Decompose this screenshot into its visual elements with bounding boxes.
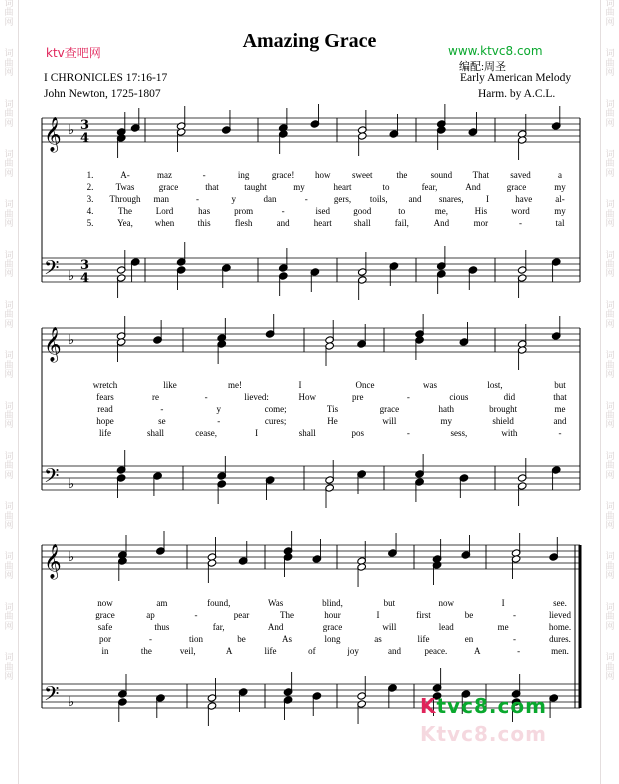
lyric-syllable: that xyxy=(553,392,567,402)
flat-icon: ♭ xyxy=(68,695,75,710)
lyric-syllable: That xyxy=(472,170,490,180)
lyric-syllable: but xyxy=(383,598,396,608)
lyric-syllable: grace xyxy=(379,404,400,414)
lyric-syllable: safe xyxy=(97,622,113,632)
lyric-syllable: my xyxy=(554,206,566,216)
lyric-syllable: and xyxy=(408,194,422,204)
lyric-syllable: but xyxy=(554,380,566,390)
lyric-syllable: - xyxy=(281,206,285,216)
lyric-syllable: fears xyxy=(96,392,114,402)
lyric-syllable: like xyxy=(163,380,177,390)
watermark-left: ktv查吧网 xyxy=(46,46,101,60)
lyric-syllable: Lord xyxy=(155,206,174,216)
side-mark: 词 曲 网 xyxy=(605,401,615,431)
lyric-syllable: of xyxy=(308,646,316,656)
lyric-syllable: read xyxy=(97,404,113,414)
lyric-syllable: grace! xyxy=(271,170,295,180)
lyric-syllable: have xyxy=(515,194,533,204)
lyric-syllable: heart xyxy=(333,182,352,192)
lyric-syllable: in xyxy=(101,646,109,656)
lyric-syllable: tal xyxy=(555,218,565,228)
lyric-syllable: hour xyxy=(324,610,341,620)
lyricist-credit: John Newton, 1725-1807 xyxy=(44,88,161,100)
side-mark: 词 曲 网 xyxy=(605,602,615,632)
lyric-syllable: I xyxy=(376,610,380,620)
side-mark: 词 曲 网 xyxy=(605,300,615,330)
lyric-syllable: Once xyxy=(355,380,375,390)
lyric-syllable: His xyxy=(474,206,488,216)
lyric-syllable: flesh xyxy=(234,218,253,228)
lyric-syllable: ised xyxy=(315,206,330,216)
lyric-syllable: - xyxy=(304,194,308,204)
lyric-syllable: gers, xyxy=(333,194,352,204)
verse-number: 2. xyxy=(86,182,94,192)
lyric-syllable: saved xyxy=(510,170,531,180)
lyric-syllable: thus xyxy=(154,622,170,632)
lyric-syllable: dan xyxy=(263,194,277,204)
lyric-syllable: And xyxy=(465,182,481,192)
bass-clef-icon: 𝄢 xyxy=(44,464,60,492)
lyric-syllable: I xyxy=(298,380,302,390)
lyric-syllable: first xyxy=(416,610,431,620)
side-mark: 词 曲 网 xyxy=(4,99,14,129)
lyric-syllable: A xyxy=(225,646,233,656)
side-mark: 词 曲 网 xyxy=(4,250,14,280)
treble-clef-icon: 𝄞 xyxy=(44,327,62,362)
side-mark: 词 曲 网 xyxy=(4,401,14,431)
lyric-syllable: shall xyxy=(353,218,371,228)
lyric-syllable: Tis xyxy=(326,404,339,414)
side-mark: 词 曲 网 xyxy=(605,149,615,179)
side-mark: 词 曲 网 xyxy=(4,149,14,179)
time-signature-top: 3 xyxy=(80,258,90,273)
side-mark: 词 曲 网 xyxy=(4,0,14,28)
lyric-syllable: grace xyxy=(95,610,115,620)
lyric-syllable: I xyxy=(255,428,259,438)
lyric-syllable: life xyxy=(417,634,430,644)
side-mark: 词 曲 网 xyxy=(605,502,615,531)
lyric-syllable: lieved: xyxy=(244,392,269,402)
lyric-syllable: - xyxy=(160,404,164,414)
lyric-syllable: I xyxy=(501,598,505,608)
side-mark: 词 曲 网 xyxy=(605,552,615,582)
lyric-syllable: wretch xyxy=(92,380,118,390)
lyric-syllable: ap xyxy=(146,610,155,620)
lyric-syllable: toils, xyxy=(369,194,388,204)
lyric-syllable: - xyxy=(194,610,198,620)
lyric-syllable: as xyxy=(374,634,382,644)
lyric-syllable: come; xyxy=(264,404,287,414)
lyric-syllable: snares, xyxy=(438,194,464,204)
lyric-syllable: veil, xyxy=(179,646,196,656)
lyric-syllable: will xyxy=(382,416,397,426)
lyric-syllable: - xyxy=(518,218,522,228)
side-mark: 词 曲 网 xyxy=(4,502,14,531)
side-mark: 词 曲 网 xyxy=(605,653,615,682)
lyric-syllable: pos xyxy=(351,428,365,438)
lyric-syllable: sweet xyxy=(352,170,373,180)
lyric-syllable: en xyxy=(464,634,474,644)
lyric-syllable: good xyxy=(353,206,372,216)
flat-icon: ♭ xyxy=(68,333,75,348)
lyric-syllable: As xyxy=(281,634,293,644)
lyric-syllable: to xyxy=(382,182,390,192)
lyric-syllable: lead xyxy=(438,622,454,632)
lyric-syllable: sess, xyxy=(450,428,468,438)
lyric-syllable: pre xyxy=(352,392,364,402)
lyric-syllable: - xyxy=(513,610,516,620)
watermark-bottom-reflection: Ktvc8.com xyxy=(420,722,547,746)
lyric-syllable: He xyxy=(327,416,338,426)
lyric-syllable: cease, xyxy=(195,428,217,438)
lyric-syllable: grace xyxy=(158,182,179,192)
lyric-syllable: shall xyxy=(147,428,165,438)
lyric-syllable: man xyxy=(153,194,169,204)
lyric-syllable: and xyxy=(276,218,290,228)
lyric-syllable: me xyxy=(554,404,566,414)
lyric-syllable: the xyxy=(140,646,152,656)
flat-icon: ♭ xyxy=(68,123,75,138)
lyric-syllable: long xyxy=(324,634,341,644)
lyric-syllable: be xyxy=(464,610,474,620)
lyric-syllable: me! xyxy=(228,380,242,390)
lyric-syllable: see. xyxy=(553,598,567,608)
lyric-syllable: found, xyxy=(207,598,231,608)
lyric-syllable: se xyxy=(158,416,166,426)
lyric-syllable: men. xyxy=(551,646,569,656)
lyric-syllable: a xyxy=(558,170,562,180)
lyric-syllable: and xyxy=(553,416,567,426)
lyric-syllable: - xyxy=(558,428,562,438)
lyric-syllable: life xyxy=(264,646,277,656)
lyric-syllable: has xyxy=(198,206,211,216)
side-mark: 词 曲 网 xyxy=(4,653,14,682)
lyric-syllable: me, xyxy=(434,206,448,216)
lyric-syllable: my xyxy=(293,182,305,192)
treble-clef-icon: 𝄞 xyxy=(44,117,62,152)
flat-icon: ♭ xyxy=(68,550,75,565)
lyric-syllable: The xyxy=(118,206,132,216)
lyric-syllable: and xyxy=(388,646,402,656)
lyric-syllable: fail, xyxy=(394,218,409,228)
lyric-syllable: fear, xyxy=(421,182,438,192)
lyric-syllable: sound xyxy=(430,170,453,180)
lyric-syllable: joy xyxy=(347,646,359,656)
lyric-syllable: now xyxy=(438,598,454,608)
lyric-syllable: hath xyxy=(438,404,454,414)
verse-number: 4. xyxy=(86,206,94,216)
side-mark: 词 曲 网 xyxy=(4,602,14,632)
lyric-syllable: - xyxy=(204,392,208,402)
lyric-syllable: por xyxy=(99,634,111,644)
lyric-syllable: my xyxy=(554,182,566,192)
lyric-syllable: ing xyxy=(237,170,250,180)
lyric-syllable: brought xyxy=(489,404,518,414)
lyric-syllable: - xyxy=(517,646,521,656)
lyric-syllable: dures. xyxy=(549,634,571,644)
lyric-syllable: blind, xyxy=(322,598,343,608)
lyric-syllable: shield xyxy=(492,416,514,426)
lyric-syllable: Through xyxy=(109,194,141,204)
lyric-syllable: A- xyxy=(120,170,130,180)
side-mark: 词 曲 网 xyxy=(4,49,14,79)
verse-number: 1. xyxy=(86,170,94,180)
lyric-syllable: tion xyxy=(188,634,204,644)
watermark-bottom: Ktvc8.com xyxy=(420,694,547,718)
scripture-reference: I CHRONICLES 17:16-17 xyxy=(44,72,168,84)
lyric-syllable: The xyxy=(280,610,294,620)
time-signature-bottom: 4 xyxy=(80,271,90,286)
lyric-syllable: - xyxy=(202,170,206,180)
lyric-syllable: Was xyxy=(267,598,284,608)
tune-credit: Early American Melody xyxy=(460,72,572,84)
lyric-syllable: I xyxy=(486,194,489,204)
side-mark: 词 曲 网 xyxy=(605,451,615,481)
lyric-syllable: re xyxy=(152,392,160,402)
side-mark: 词 曲 网 xyxy=(4,552,14,582)
side-mark: 词 曲 网 xyxy=(4,451,14,481)
lyric-syllable: - xyxy=(513,634,516,644)
lyric-syllable: when xyxy=(154,218,175,228)
lyric-syllable: taught xyxy=(244,182,267,192)
lyric-syllable: cious xyxy=(449,392,469,402)
side-mark: 词 曲 网 xyxy=(4,300,14,330)
lyric-syllable: my xyxy=(440,416,453,426)
time-signature-top: 3 xyxy=(80,118,90,133)
lyric-syllable: home. xyxy=(548,622,572,632)
lyric-syllable: Twas xyxy=(115,182,135,192)
side-mark: 词 曲 网 xyxy=(4,351,14,381)
verse-number: 5. xyxy=(86,218,94,228)
lyric-syllable: pear xyxy=(233,610,250,620)
lyric-syllable: - xyxy=(149,634,152,644)
lyric-syllable: hope xyxy=(96,416,114,426)
lyric-syllable: am xyxy=(156,598,168,608)
lyric-syllable: grace xyxy=(322,622,343,632)
side-mark: 词 曲 网 xyxy=(605,0,615,28)
verse-number: 3. xyxy=(86,194,94,204)
page-title: Amazing Grace xyxy=(242,30,377,52)
flat-icon: ♭ xyxy=(68,477,75,492)
lyric-syllable: that xyxy=(205,182,219,192)
harmony-credit: Harm. by A.C.L. xyxy=(478,88,556,100)
lyric-syllable: be xyxy=(237,634,246,644)
lyric-syllable: - xyxy=(406,392,410,402)
lyric-syllable: - xyxy=(406,428,410,438)
lyric-syllable: life xyxy=(99,428,111,438)
lyric-syllable: lieved xyxy=(549,610,571,620)
lyric-syllable: heart xyxy=(313,218,332,228)
side-mark: 词 曲 网 xyxy=(605,200,615,230)
lyric-syllable: grace xyxy=(506,182,527,192)
lyric-syllable: me xyxy=(497,622,509,632)
lyric-syllable: word xyxy=(511,206,530,216)
lyric-syllable: peace. xyxy=(424,646,448,656)
flat-icon: ♭ xyxy=(68,269,75,284)
lyric-syllable: to xyxy=(398,206,406,216)
lyric-syllable: shall xyxy=(298,428,316,438)
lyric-syllable: the xyxy=(396,170,408,180)
lyric-syllable: Yea, xyxy=(117,218,133,228)
lyric-syllable: mor xyxy=(473,218,489,228)
lyric-syllable: with xyxy=(501,428,518,438)
lyric-syllable: - xyxy=(196,194,199,204)
lyric-syllable: How xyxy=(298,392,316,402)
treble-clef-icon: 𝄞 xyxy=(44,544,62,579)
time-signature-bottom: 4 xyxy=(80,131,90,146)
lyric-syllable: cures; xyxy=(264,416,287,426)
lyric-syllable: prom xyxy=(234,206,254,216)
lyric-syllable: y xyxy=(216,404,221,414)
lyric-syllable: how xyxy=(314,170,331,180)
lyric-syllable: did xyxy=(503,392,516,402)
lyric-syllable: maz xyxy=(157,170,173,180)
lyric-syllable: was xyxy=(423,380,437,390)
side-mark: 词 曲 网 xyxy=(605,99,615,129)
lyric-syllable: will xyxy=(382,622,397,632)
side-mark: 词 曲 网 xyxy=(605,351,615,381)
watermark-right: www.ktvc8.com xyxy=(448,44,543,58)
lyric-syllable: - xyxy=(217,416,221,426)
lyric-syllable: y xyxy=(231,194,236,204)
lyric-syllable: And xyxy=(433,218,450,228)
lyric-syllable: A xyxy=(474,646,481,656)
lyric-syllable: lost, xyxy=(487,380,503,390)
bass-clef-icon: 𝄢 xyxy=(44,256,60,284)
lyric-syllable: this xyxy=(197,218,211,228)
lyric-syllable: far, xyxy=(212,622,225,632)
bass-clef-icon: 𝄢 xyxy=(44,682,60,710)
lyric-syllable: al- xyxy=(555,194,565,204)
side-mark: 词 曲 网 xyxy=(605,250,615,280)
side-mark: 词 曲 网 xyxy=(605,49,615,79)
arranger-credit: 编配:周圣 xyxy=(459,61,507,73)
side-mark: 词 曲 网 xyxy=(4,200,14,230)
lyric-syllable: And xyxy=(267,622,284,632)
lyric-syllable: now xyxy=(97,598,113,608)
